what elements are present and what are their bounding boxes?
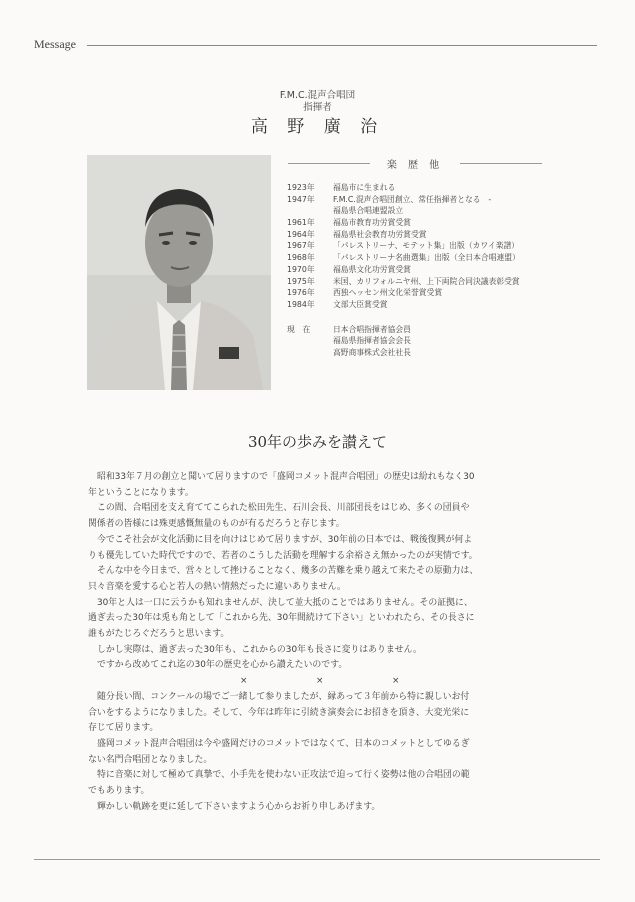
career-entry xyxy=(287,276,520,288)
career-text: 「パレストリーナ、モテット集」出版（カワイ楽譜） xyxy=(333,241,520,251)
article-line: 昭和33年７月の創立と聞いて居りますので「盛岡コメット混声合唱団」の歴史は紛れもなく30 xyxy=(97,472,475,482)
conductor-organization: F.M.C.混声合唱団 xyxy=(279,90,356,101)
article-line: この間、合唱団を支え育ててこられた松田先生、石川会長、川部団長をはじめ、多くの団員や xyxy=(97,503,470,514)
current-text: 福島県指揮者協会会長 xyxy=(333,336,411,346)
career-year: 1975年 xyxy=(287,276,315,286)
career-text: 西独ヘッセン州文化栄誉賞受賞 xyxy=(333,288,443,298)
career-heading xyxy=(288,156,542,170)
article-line: 随分長い間、コンクールの場でご一緒して参りましたが、縁あって３年前から特に親しいお付 xyxy=(97,691,470,702)
article-line: でもあります。 xyxy=(88,786,150,797)
separator-mark: × xyxy=(392,676,400,687)
header-rule xyxy=(87,45,597,46)
current-position xyxy=(287,324,520,336)
career-text: 福島県社会教育功労賞受賞 xyxy=(333,229,427,239)
article-line: 年ということになります。 xyxy=(88,487,194,498)
career-entry xyxy=(287,205,520,217)
article-line: ですから改めてこれ迄の30年の歴史を心から讃えたいのです。 xyxy=(97,660,348,671)
article-line: 過ぎ去った30年は兎も角として「これから先、30年間続けて下さい」といわれたら、その長さに xyxy=(88,613,475,624)
career-year: 1923年 xyxy=(287,183,315,192)
career-year: 1947年 xyxy=(287,194,315,204)
career-year: 1976年 xyxy=(287,288,315,298)
current-position xyxy=(287,335,520,347)
footer-rule xyxy=(34,859,600,860)
career-entry xyxy=(287,182,520,194)
career-text: F.M.C.混声合唱団創立、常任指揮者となる - xyxy=(333,194,492,204)
career-heading-title: 楽 歴 他 xyxy=(386,160,444,171)
article-line: りも優先していた時代ですので、若者のこうした活動を理解する余裕さえ無かったのが実情です。 xyxy=(88,550,478,561)
career-entry xyxy=(287,194,520,206)
career-entry xyxy=(287,264,520,276)
article-line: そんな中を今日まで、営々として挫けることなく、幾多の苦難を乗り越えて来たその原動力は、 xyxy=(97,566,479,577)
career-text: 福島県合唱連盟設立 xyxy=(333,206,404,216)
current-label: 現 在 xyxy=(287,324,311,334)
career-gap xyxy=(287,311,520,324)
career-year: 1967年 xyxy=(287,241,315,251)
conductor-role: 指揮者 xyxy=(303,102,332,113)
career-entry xyxy=(287,229,520,241)
career-list xyxy=(287,182,520,359)
article-line: 特に音楽に対して極めて真摯で、小手先を使わない正攻法で迫って行く姿勢は他の合唱団の範 xyxy=(97,770,470,781)
article-line: 只々音楽を愛する心と若人の熱い情熱だったに違いありません。 xyxy=(88,581,346,592)
separator-mark: × xyxy=(316,676,324,687)
career-heading-rule-right xyxy=(460,163,542,164)
conductor-name: 高 野 廣 治 xyxy=(250,117,385,137)
article-line: 今でこそ社会が文化活動に目を向けはじめて居りますが、30年前の日本では、戦後復興が何よ xyxy=(97,534,473,545)
career-entry xyxy=(287,299,520,311)
section-separator xyxy=(88,674,558,690)
current-position xyxy=(287,347,520,359)
career-year: 1968年 xyxy=(287,253,315,263)
career-text: 福島市教育功労賞受賞 xyxy=(333,218,411,228)
career-entry xyxy=(287,240,520,252)
current-text: 高野商事株式会社社長 xyxy=(333,347,411,357)
section-label: Message xyxy=(34,37,76,51)
career-text: 福島県文化功労賞受賞 xyxy=(333,264,411,274)
article-body xyxy=(88,470,558,815)
career-year: 1984年 xyxy=(287,299,315,309)
article-line: しかし実際は、過ぎ去った30年も、これからの30年も長さに変りはありません。 xyxy=(97,644,422,655)
separator-mark: × xyxy=(240,676,248,687)
article-title: 30年の歩みを讃えて xyxy=(247,433,388,451)
career-text: 「パレストリーナ名曲選集」出版（全日本合唱連盟） xyxy=(333,253,520,263)
career-text: 福島市に生まれる xyxy=(333,183,396,192)
career-year: 1970年 xyxy=(287,264,315,274)
article-line: ない名門合唱団となりました。 xyxy=(88,754,213,765)
career-text: 文部大臣賞受賞 xyxy=(333,299,388,309)
career-entry xyxy=(287,217,520,229)
article-line: 輝かしい軌跡を更に延して下さいますよう心からお祈り申しあげます。 xyxy=(97,801,381,812)
current-text: 日本合唱指揮者協会員 xyxy=(333,324,411,334)
article-line: 存じて居ります。 xyxy=(88,723,159,734)
article-line: 誰もがたじろぐだろうと思います。 xyxy=(88,629,230,640)
career-year: 1964年 xyxy=(287,229,315,239)
career-heading-rule-left xyxy=(288,163,370,164)
article-line: 30年と人は一口に云うかも知れませんが、決して並大抵のことではありません。その証拠に、 xyxy=(97,597,473,608)
article-line: 関係者の皆様には殊更感慨無量のものが有るだろうと存じます。 xyxy=(88,519,345,530)
career-entry xyxy=(287,252,520,264)
career-entry xyxy=(287,287,520,299)
conductor-portrait-photo xyxy=(87,155,271,390)
article-line: 盛岡コメット混声合唱団は今や盛岡だけのコメットではなくて、日本のコメットとしてゆるぎ xyxy=(97,738,470,749)
career-text: 米国、カリフォルニヤ州、上下両院合同決議表彰受賞 xyxy=(333,276,520,286)
career-year: 1961年 xyxy=(287,218,315,228)
article-line: 合いをするようになりました。そして、今年は昨年に引続き演奏会にお招きを頂き、大変光栄に xyxy=(88,707,470,718)
